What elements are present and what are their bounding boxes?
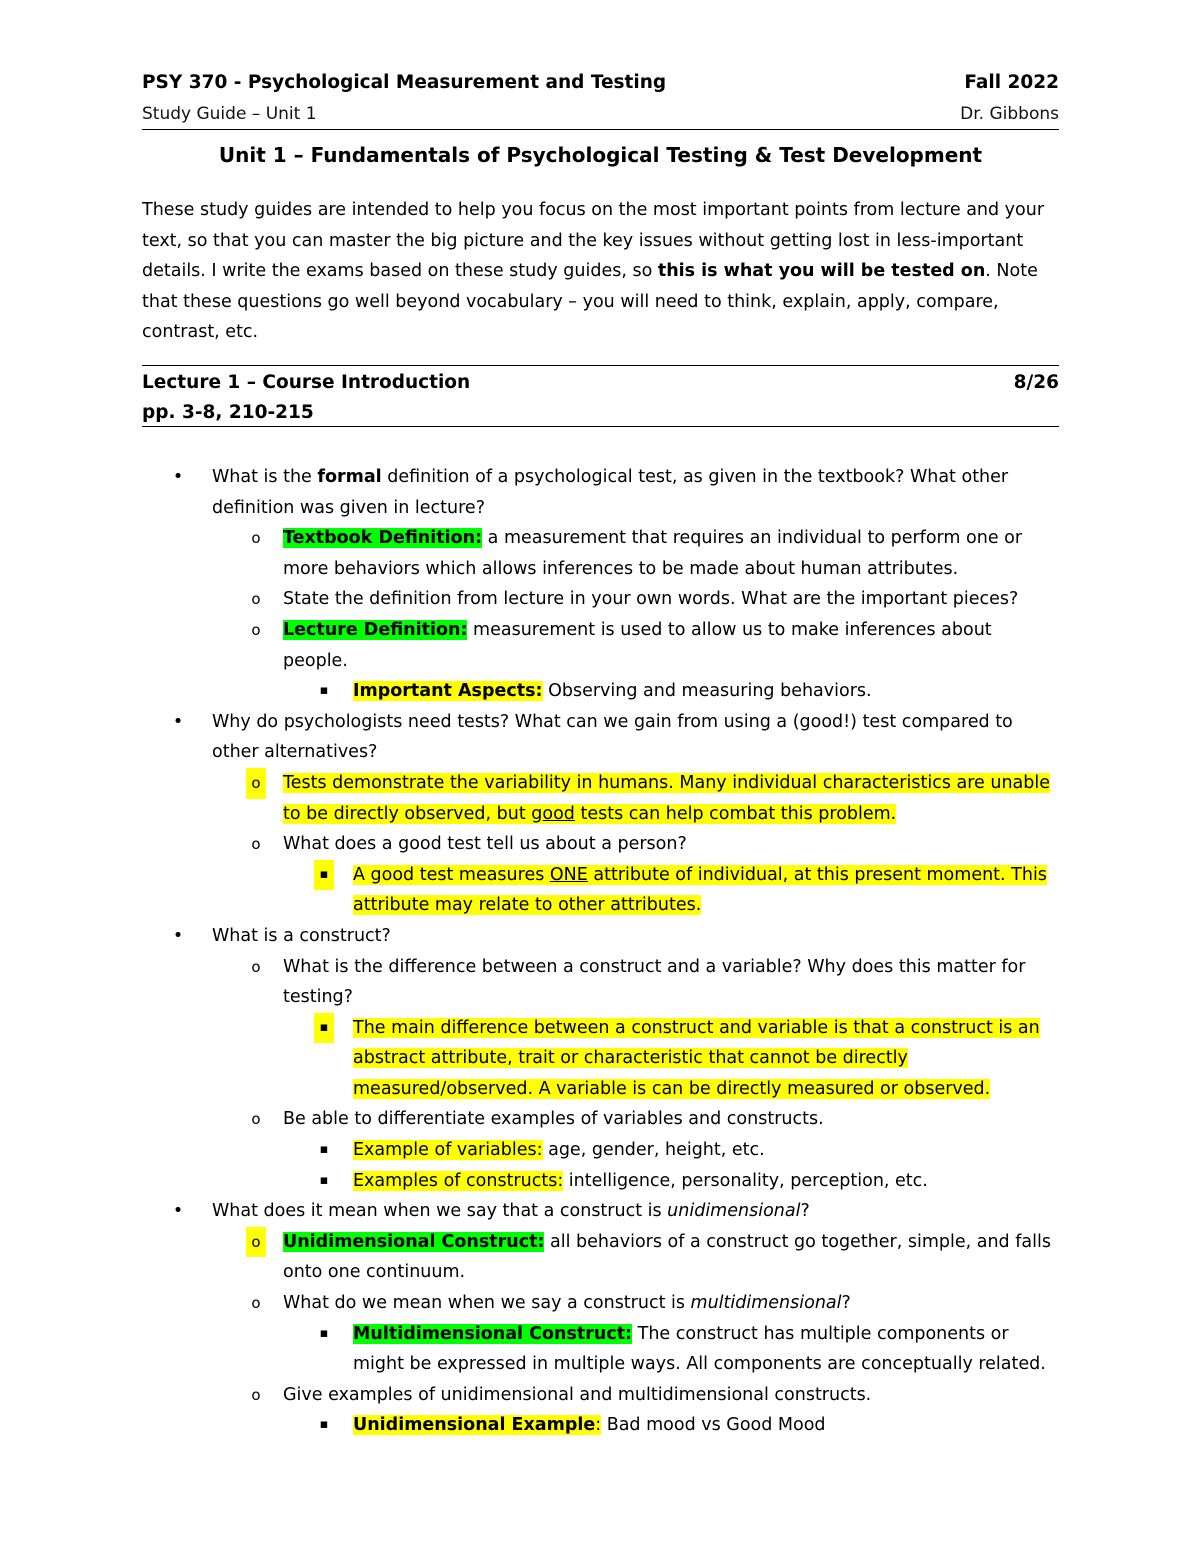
square-marker: ▪ bbox=[319, 1325, 329, 1341]
intro-bold: this is what you will be tested on bbox=[657, 261, 986, 281]
document-page bbox=[142, 0, 1059, 1553]
list-item bbox=[142, 1104, 1059, 1135]
intro-text-1: These study guides are intended to help you focus on the most important points from lecture and your text, so that you can master the big picture and the key issues without getting lost in less-important details. I write the exams based on these study guides, so bbox=[142, 200, 1045, 281]
underline-text: ONE bbox=[549, 864, 588, 885]
bullet-marker: • bbox=[172, 1201, 184, 1222]
list-item bbox=[142, 1013, 1059, 1105]
circle-marker: o bbox=[251, 590, 261, 609]
highlight-label: Multidimensional Construct: bbox=[353, 1323, 633, 1344]
text: measurement is used to allow us to make inferences about people. bbox=[283, 619, 992, 671]
term: Fall 2022 bbox=[964, 72, 1059, 93]
square-marker: ▪ bbox=[319, 1417, 329, 1433]
text: What does it mean when we say that a construct is bbox=[212, 1201, 668, 1222]
list-item bbox=[142, 829, 1059, 860]
lecture-date: 8/26 bbox=[1013, 372, 1059, 393]
instructor: Dr. Gibbons bbox=[960, 104, 1059, 124]
highlight-text: attribute of individual, at this present moment. This attribute may relate to other attributes. bbox=[353, 864, 1047, 916]
list-item bbox=[142, 1380, 1059, 1411]
highlight-label: Important Aspects: bbox=[353, 681, 543, 702]
circle-marker: o bbox=[246, 768, 266, 799]
circle-marker: o bbox=[251, 529, 261, 548]
document-title: Unit 1 – Fundamentals of Psychological Testing & Test Development bbox=[218, 143, 983, 167]
text: age, gender, height, etc. bbox=[542, 1140, 765, 1161]
highlight-text: Tests demonstrate the variability in humans. Many individual characteristics are unable to be directly observed, but bbox=[283, 772, 1051, 824]
text: definition of a psychological test, as given in the textbook? What other definition was given in lecture? bbox=[212, 467, 1009, 518]
highlight-label: Examples of constructs: bbox=[353, 1170, 564, 1191]
text: all behaviors of a construct go together, simple, and falls onto one continuum. bbox=[283, 1231, 1051, 1283]
list-item bbox=[142, 860, 1059, 921]
highlight-label: Example of variables: bbox=[353, 1140, 543, 1161]
highlight-label: Unidimensional Example bbox=[353, 1415, 596, 1436]
highlight-text: : bbox=[595, 1415, 602, 1436]
list-item bbox=[142, 707, 1059, 768]
list-item bbox=[142, 921, 1059, 952]
list-item bbox=[142, 676, 1059, 707]
header-divider bbox=[142, 129, 1059, 130]
text: The construct has multiple components or might be expressed in multiple ways. All components are conceptually related. bbox=[353, 1323, 1046, 1375]
header-top-row bbox=[142, 72, 1059, 93]
text: State the definition from lecture in your own words. What are the important pieces? bbox=[283, 589, 1019, 610]
square-marker: ▪ bbox=[314, 860, 334, 891]
underline-text: good bbox=[531, 803, 575, 824]
guide-label: Study Guide – Unit 1 bbox=[142, 104, 317, 124]
list-item bbox=[142, 1166, 1059, 1197]
circle-marker: o bbox=[251, 1385, 261, 1404]
text: intelligence, personality, perception, etc. bbox=[563, 1170, 928, 1191]
circle-marker: o bbox=[251, 1294, 261, 1313]
list-item bbox=[142, 523, 1059, 584]
list-item bbox=[142, 1410, 1059, 1441]
bullet-marker: • bbox=[172, 711, 184, 732]
text: Give examples of unidimensional and multidimensional constructs. bbox=[283, 1384, 872, 1405]
text: What does a good test tell us about a person? bbox=[283, 834, 687, 855]
italic-text: multidimensional bbox=[690, 1293, 842, 1314]
square-marker: ▪ bbox=[319, 1142, 329, 1158]
list-item bbox=[142, 1196, 1059, 1227]
header-sub-row bbox=[142, 104, 1059, 124]
list-item bbox=[142, 1135, 1059, 1166]
circle-marker: o bbox=[251, 1110, 261, 1129]
circle-marker: o bbox=[251, 835, 261, 854]
circle-marker: o bbox=[246, 1227, 266, 1258]
lecture-title-row bbox=[142, 368, 1059, 398]
lecture-title: Lecture 1 – Course Introduction bbox=[142, 372, 471, 393]
bold-text: formal bbox=[317, 467, 382, 487]
intro-text-2: . Note that these questions go well beyond vocabulary – you will need to think, explain, apply, compare, contrast, etc. bbox=[142, 261, 1038, 342]
intro-paragraph bbox=[142, 195, 1059, 348]
circle-marker: o bbox=[251, 620, 261, 639]
outline-list bbox=[142, 462, 1059, 1441]
highlight-text: tests can help combat this problem. bbox=[574, 803, 897, 824]
circle-marker: o bbox=[251, 957, 261, 976]
course-title: PSY 370 - Psychological Measurement and Testing bbox=[142, 72, 667, 93]
highlight-label: Unidimensional Construct: bbox=[283, 1231, 545, 1252]
text: Why do psychologists need tests? What can we gain from using a (good!) test compared to other alternatives? bbox=[212, 711, 1013, 763]
text: What is the bbox=[212, 467, 318, 487]
square-marker: ▪ bbox=[319, 1172, 329, 1188]
list-item bbox=[142, 462, 1059, 523]
lecture-divider-top bbox=[142, 365, 1059, 366]
square-marker: ▪ bbox=[319, 683, 329, 699]
text: ? bbox=[800, 1201, 810, 1222]
list-item bbox=[142, 1288, 1059, 1319]
highlight-label: Lecture Definition: bbox=[283, 619, 468, 640]
text: a measurement that requires an individual to perform one or more behaviors which allows inferences to be made about human attributes. bbox=[283, 528, 1023, 579]
text: Bad mood vs Good Mood bbox=[601, 1415, 826, 1436]
list-item bbox=[142, 952, 1059, 1013]
bullet-marker: • bbox=[172, 925, 184, 946]
lecture-header bbox=[142, 368, 1059, 428]
text: Be able to differentiate examples of variables and constructs. bbox=[283, 1109, 824, 1130]
list-item bbox=[142, 584, 1059, 615]
text: Observing and measuring behaviors. bbox=[542, 681, 872, 702]
list-item bbox=[142, 615, 1059, 676]
lecture-divider-bottom bbox=[142, 426, 1059, 427]
text: What do we mean when we say a construct is bbox=[283, 1293, 691, 1314]
list-item bbox=[142, 768, 1059, 829]
lecture-pages: pp. 3-8, 210-215 bbox=[142, 402, 314, 423]
highlight-text: A good test measures bbox=[353, 864, 550, 885]
text: What is a construct? bbox=[212, 925, 391, 946]
highlight-label: Textbook Definition: bbox=[283, 528, 483, 549]
highlight-text: The main difference between a construct and variable is that a construct is an abstract attribute, trait or characteristic that cannot be directly measured/observed. A variable is can be directly measured or observed. bbox=[353, 1017, 1040, 1099]
italic-text: unidimensional bbox=[667, 1201, 801, 1222]
list-item bbox=[142, 1227, 1059, 1288]
bullet-marker: • bbox=[172, 467, 184, 487]
list-item bbox=[142, 1319, 1059, 1380]
text: ? bbox=[841, 1293, 851, 1314]
text: What is the difference between a construct and a variable? Why does this matter for testing? bbox=[283, 956, 1026, 1008]
square-marker: ▪ bbox=[314, 1013, 334, 1044]
